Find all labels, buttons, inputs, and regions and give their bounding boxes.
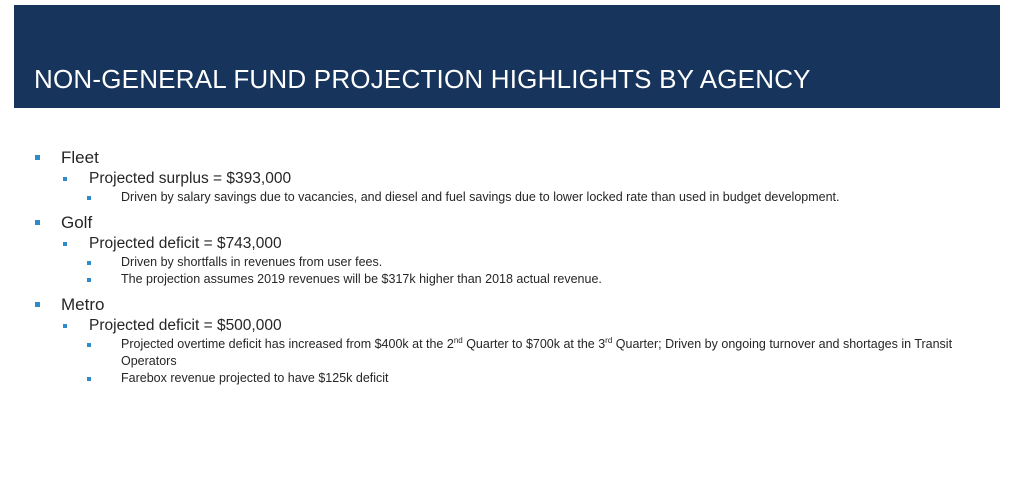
- projection-summary: [0, 234, 1011, 254]
- projection-text: Projected surplus = $393,000: [89, 170, 292, 187]
- projection-text: Projected deficit = $743,000: [89, 235, 282, 252]
- bullet-icon: [63, 324, 67, 328]
- detail-text: The projection assumes 2019 revenues will be $317k higher than 2018 actual revenue.: [121, 272, 602, 286]
- agency-heading: [0, 147, 1011, 169]
- detail-item: [0, 271, 1011, 288]
- bullet-icon: [87, 377, 91, 381]
- detail-text: Driven by salary savings due to vacancies, and diesel and fuel savings due to lower locked rate than used in budget development.: [121, 190, 840, 204]
- detail-text: Farebox revenue projected to have $125k deficit: [121, 371, 389, 385]
- bullet-icon: [63, 242, 67, 246]
- projection-text: Projected deficit = $500,000: [89, 317, 282, 334]
- bullet-icon: [87, 261, 91, 265]
- agency-name: Fleet: [61, 148, 99, 167]
- bullet-icon: [87, 196, 91, 200]
- bullet-icon: [87, 343, 91, 347]
- agency-golf: [0, 212, 1011, 288]
- ordinal-suffix: rd: [605, 335, 613, 345]
- detail-text-part: Quarter to $700k at the 3: [462, 337, 606, 351]
- projection-summary: [0, 316, 1011, 336]
- detail-text: [121, 337, 952, 368]
- agency-name: Metro: [61, 295, 105, 314]
- bullet-icon: [35, 220, 40, 225]
- detail-item: [0, 370, 1011, 387]
- title-bar: [14, 5, 1000, 108]
- agency-heading: [0, 212, 1011, 234]
- slide-content: [0, 147, 1011, 393]
- detail-item: [0, 254, 1011, 271]
- detail-item: [0, 189, 1011, 206]
- ordinal-suffix: nd: [453, 335, 463, 345]
- agency-fleet: [0, 147, 1011, 206]
- bullet-icon: [35, 155, 40, 160]
- detail-item: [0, 336, 961, 370]
- detail-text-part: Projected overtime deficit has increased from $400k at the 2: [121, 337, 454, 351]
- bullet-icon: [63, 177, 67, 181]
- bullet-icon: [87, 278, 91, 282]
- agency-metro: [0, 294, 1011, 387]
- detail-text-part: Quarter; Driven by ongoing turnover and shortages in Transit Operators: [121, 337, 953, 368]
- slide-title: NON-GENERAL FUND PROJECTION HIGHLIGHTS BY AGENCY: [34, 64, 811, 94]
- bullet-icon: [35, 302, 40, 307]
- projection-summary: [0, 169, 1011, 189]
- detail-text: Driven by shortfalls in revenues from user fees.: [121, 255, 383, 269]
- agency-heading: [0, 294, 1011, 316]
- agency-name: Golf: [61, 213, 93, 232]
